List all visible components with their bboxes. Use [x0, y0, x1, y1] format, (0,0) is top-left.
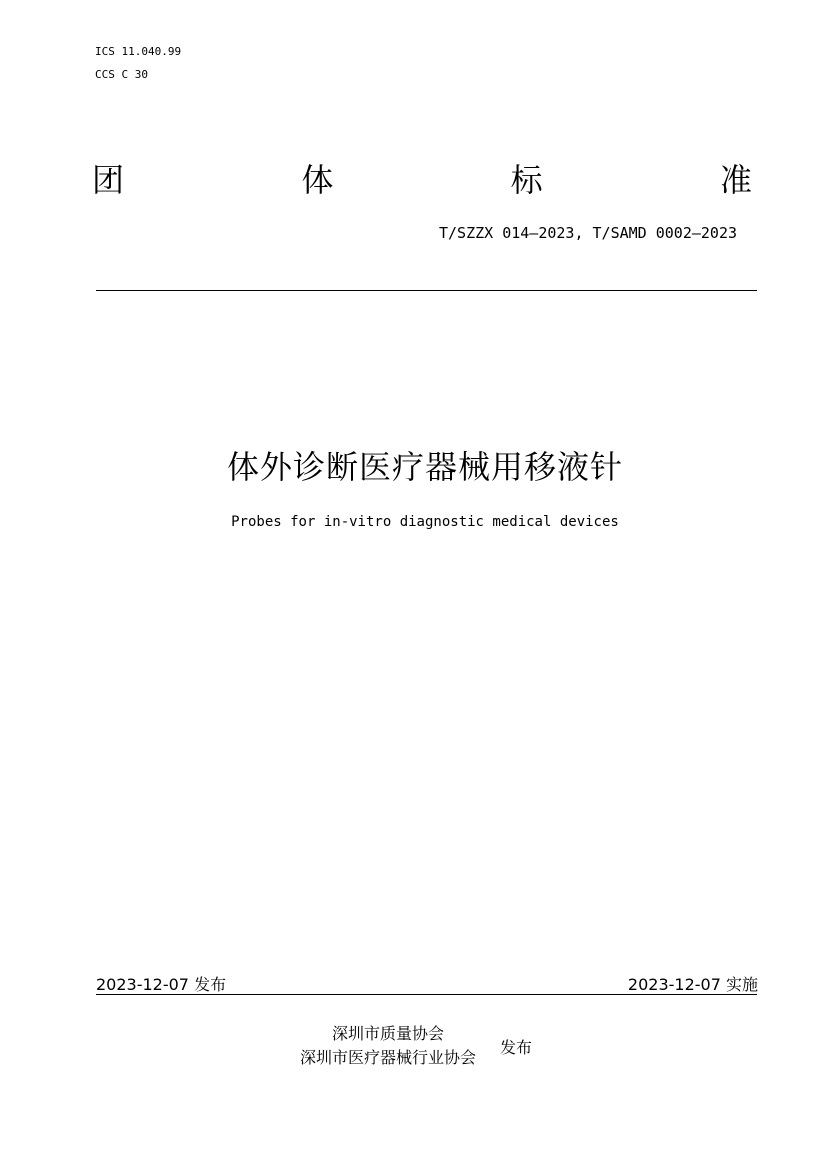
issue-date: 2023-12-07 发布	[96, 975, 227, 994]
top-divider	[96, 290, 757, 291]
issuer-name: 深圳市质量协会	[332, 1024, 445, 1043]
issuer-list	[300, 1022, 476, 1070]
bottom-divider	[96, 994, 757, 995]
standard-type-char: 标	[510, 161, 543, 199]
ccs-code: CCS C 30	[95, 68, 148, 81]
document-title-english: Probes for in-vitro diagnostic medical devices	[231, 514, 619, 530]
classification-codes	[95, 40, 181, 86]
document-number: T/SZZX 014—2023, T/SAMD 0002—2023	[438, 224, 737, 242]
implementation-date: 2023-12-07 实施	[627, 975, 758, 994]
ics-code: ICS 11.040.99	[95, 45, 182, 58]
standard-type-char: 团	[92, 161, 125, 199]
document-title-chinese: 体外诊断医疗器械用移液针	[226, 448, 623, 486]
issuing-organizations	[300, 1022, 532, 1070]
publish-label: 发布	[500, 1037, 533, 1057]
issuer-name: 深圳市医疗器械行业协会	[300, 1048, 477, 1067]
standard-type-heading	[92, 156, 752, 200]
standard-type-char: 体	[301, 161, 334, 199]
standard-type-char: 准	[719, 161, 752, 199]
